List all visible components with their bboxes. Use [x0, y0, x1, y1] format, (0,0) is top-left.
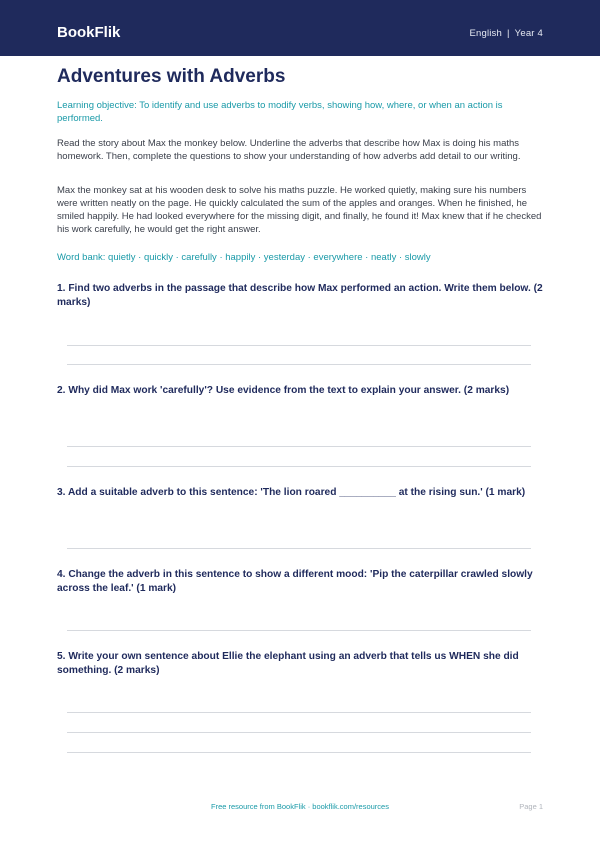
question-3: 3. Add a suitable adverb to this sentence: 'The lion roared __________ at the rising sun.' (1 mark) — [57, 487, 526, 498]
answer-line[interactable] — [67, 630, 531, 631]
story-paragraph: Max the monkey sat at his wooden desk to solve his maths puzzle. He worked quietly, making sure his numbers were written neatly on the page. He quickly calculated the sum of the apples and oranges. When he finished, he smiled happily. He had looked everywhere for the missing digit, and finally, he found it! Max knew that if he checked his work carefully, he would get the right answer. — [57, 185, 542, 235]
question-1: 1. Find two adverbs in the passage that describe how Max performed an action. Write them below. (2 marks) — [57, 283, 543, 308]
subject-label: English — [469, 28, 502, 39]
footer-source-link[interactable]: Free resource from BookFlik · bookflik.com/resources — [211, 802, 389, 811]
subject-year-label — [469, 28, 543, 39]
question-4: 4. Change the adverb in this sentence to show a different mood: 'Pip the caterpillar crawled slowly across the leaf.' (1 mark) — [57, 569, 533, 594]
answer-line[interactable] — [67, 446, 531, 447]
learning-objective: Learning objective: To identify and use adverbs to modify verbs, showing how, where, or when an action is performed. — [57, 100, 503, 124]
answer-line[interactable] — [67, 345, 531, 346]
question-2: 2. Why did Max work 'carefully'? Use evidence from the text to explain your answer. (2 marks) — [57, 385, 510, 396]
answer-line[interactable] — [67, 712, 531, 713]
answer-line[interactable] — [67, 752, 531, 753]
answer-line[interactable] — [67, 466, 531, 467]
header-bar — [0, 0, 600, 56]
word-bank: Word bank: quietly · quickly · carefully · happily · yesterday · everywhere · neatly · slowly — [57, 252, 431, 263]
answer-line[interactable] — [67, 364, 531, 365]
brand-logo-text[interactable]: BookFlik — [57, 24, 121, 41]
year-label: Year 4 — [514, 28, 543, 39]
separator: | — [507, 28, 510, 39]
question-5: 5. Write your own sentence about Ellie the elephant using an adverb that tells us WHEN she did something. (2 marks) — [57, 651, 519, 676]
page-title: Adventures with Adverbs — [57, 66, 286, 87]
answer-line[interactable] — [67, 548, 531, 549]
page-number: Page 1 — [519, 802, 543, 811]
instructions-paragraph: Read the story about Max the monkey below. Underline the adverbs that describe how Max is doing his maths homework. Then, complete the questions to show your understanding of how adverbs add detail to our writing. — [57, 138, 521, 162]
answer-line[interactable] — [67, 732, 531, 733]
